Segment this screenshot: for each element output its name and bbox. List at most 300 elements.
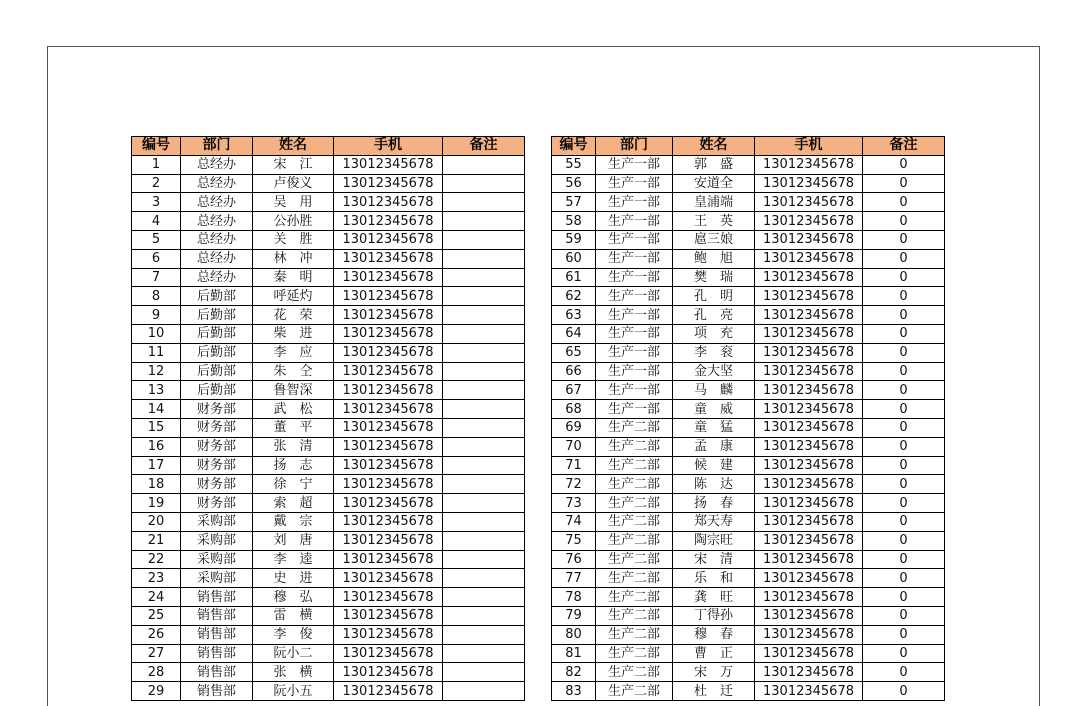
cell-note[interactable] [443,569,525,588]
cell-name[interactable]: 扬 志 [253,456,334,475]
cell-dept[interactable]: 后勤部 [181,306,253,325]
cell-phone[interactable]: 13012345678 [755,550,863,569]
cell-phone[interactable]: 13012345678 [755,212,863,231]
cell-dept[interactable]: 生产一部 [596,287,673,306]
cell-note[interactable] [443,249,525,268]
cell-name[interactable]: 阮小五 [253,682,334,701]
cell-phone[interactable]: 13012345678 [334,306,443,325]
cell-phone[interactable]: 13012345678 [334,268,443,287]
header-id[interactable]: 编号 [132,137,181,156]
cell-name[interactable]: 戴 宗 [253,512,334,531]
cell-note[interactable]: 0 [863,437,945,456]
cell-phone[interactable]: 13012345678 [755,174,863,193]
cell-id[interactable]: 16 [132,437,181,456]
cell-dept[interactable]: 生产二部 [596,663,673,682]
cell-dept[interactable]: 销售部 [181,682,253,701]
cell-note[interactable] [443,212,525,231]
cell-dept[interactable]: 生产二部 [596,588,673,607]
cell-phone[interactable]: 13012345678 [755,588,863,607]
cell-note[interactable]: 0 [863,362,945,381]
header-name[interactable]: 姓名 [253,137,334,156]
cell-phone[interactable]: 13012345678 [334,174,443,193]
cell-phone[interactable]: 13012345678 [334,343,443,362]
cell-id[interactable]: 21 [132,531,181,550]
cell-dept[interactable]: 销售部 [181,588,253,607]
cell-note[interactable] [443,512,525,531]
header-dept[interactable]: 部门 [596,137,673,156]
cell-name[interactable]: 安道全 [673,174,755,193]
cell-name[interactable]: 李 应 [253,343,334,362]
cell-id[interactable]: 7 [132,268,181,287]
cell-note[interactable]: 0 [863,663,945,682]
cell-note[interactable]: 0 [863,230,945,249]
cell-note[interactable] [443,456,525,475]
cell-note[interactable] [443,287,525,306]
cell-id[interactable]: 75 [552,531,596,550]
cell-id[interactable]: 13 [132,381,181,400]
cell-dept[interactable]: 采购部 [181,512,253,531]
cell-note[interactable] [443,418,525,437]
cell-id[interactable]: 76 [552,550,596,569]
cell-phone[interactable]: 13012345678 [334,494,443,513]
cell-id[interactable]: 11 [132,343,181,362]
cell-note[interactable]: 0 [863,475,945,494]
cell-dept[interactable]: 总经办 [181,174,253,193]
cell-name[interactable]: 刘 唐 [253,531,334,550]
cell-phone[interactable]: 13012345678 [334,475,443,494]
cell-name[interactable]: 扈三娘 [673,230,755,249]
cell-note[interactable]: 0 [863,174,945,193]
cell-phone[interactable]: 13012345678 [755,193,863,212]
cell-note[interactable] [443,644,525,663]
cell-name[interactable]: 杜 迁 [673,682,755,701]
cell-name[interactable]: 李 俊 [253,625,334,644]
cell-phone[interactable]: 13012345678 [334,456,443,475]
cell-phone[interactable]: 13012345678 [755,606,863,625]
header-name[interactable]: 姓名 [673,137,755,156]
cell-phone[interactable]: 13012345678 [334,531,443,550]
cell-id[interactable]: 68 [552,400,596,419]
cell-id[interactable]: 67 [552,381,596,400]
cell-id[interactable]: 72 [552,475,596,494]
cell-name[interactable]: 童 猛 [673,418,755,437]
cell-phone[interactable]: 13012345678 [755,682,863,701]
cell-name[interactable]: 关 胜 [253,230,334,249]
cell-note[interactable]: 0 [863,494,945,513]
cell-id[interactable]: 62 [552,287,596,306]
cell-phone[interactable]: 13012345678 [755,306,863,325]
cell-name[interactable]: 金大坚 [673,362,755,381]
cell-note[interactable] [443,494,525,513]
cell-phone[interactable]: 13012345678 [334,249,443,268]
cell-note[interactable]: 0 [863,644,945,663]
cell-name[interactable]: 乐 和 [673,569,755,588]
cell-phone[interactable]: 13012345678 [334,212,443,231]
cell-phone[interactable]: 13012345678 [755,230,863,249]
cell-name[interactable]: 张 横 [253,663,334,682]
cell-id[interactable]: 79 [552,606,596,625]
cell-note[interactable] [443,606,525,625]
cell-dept[interactable]: 生产二部 [596,437,673,456]
cell-id[interactable]: 23 [132,569,181,588]
cell-dept[interactable]: 后勤部 [181,343,253,362]
cell-id[interactable]: 77 [552,569,596,588]
cell-phone[interactable]: 13012345678 [334,625,443,644]
cell-id[interactable]: 3 [132,193,181,212]
cell-phone[interactable]: 13012345678 [334,588,443,607]
cell-phone[interactable]: 13012345678 [755,268,863,287]
cell-dept[interactable]: 生产二部 [596,512,673,531]
cell-dept[interactable]: 采购部 [181,569,253,588]
cell-dept[interactable]: 生产一部 [596,400,673,419]
cell-phone[interactable]: 13012345678 [334,569,443,588]
cell-phone[interactable]: 13012345678 [755,381,863,400]
cell-name[interactable]: 龚 旺 [673,588,755,607]
cell-name[interactable]: 曹 正 [673,644,755,663]
cell-id[interactable]: 29 [132,682,181,701]
cell-phone[interactable]: 13012345678 [755,418,863,437]
cell-name[interactable]: 雷 横 [253,606,334,625]
cell-note[interactable] [443,550,525,569]
header-phone[interactable]: 手机 [334,137,443,156]
cell-id[interactable]: 64 [552,324,596,343]
cell-name[interactable]: 鲁智深 [253,381,334,400]
cell-note[interactable] [443,625,525,644]
cell-phone[interactable]: 13012345678 [334,550,443,569]
cell-id[interactable]: 58 [552,212,596,231]
cell-id[interactable]: 15 [132,418,181,437]
cell-note[interactable] [443,663,525,682]
cell-phone[interactable]: 13012345678 [755,475,863,494]
cell-name[interactable]: 公孙胜 [253,212,334,231]
cell-id[interactable]: 63 [552,306,596,325]
cell-phone[interactable]: 13012345678 [334,606,443,625]
cell-name[interactable]: 孔 明 [673,287,755,306]
cell-name[interactable]: 陈 达 [673,475,755,494]
cell-note[interactable]: 0 [863,682,945,701]
cell-note[interactable]: 0 [863,418,945,437]
cell-dept[interactable]: 生产二部 [596,418,673,437]
cell-name[interactable]: 呼延灼 [253,287,334,306]
cell-phone[interactable]: 13012345678 [334,324,443,343]
cell-id[interactable]: 69 [552,418,596,437]
cell-note[interactable]: 0 [863,249,945,268]
cell-note[interactable]: 0 [863,606,945,625]
cell-phone[interactable]: 13012345678 [755,512,863,531]
cell-name[interactable]: 穆 春 [673,625,755,644]
cell-note[interactable]: 0 [863,193,945,212]
cell-dept[interactable]: 后勤部 [181,381,253,400]
cell-phone[interactable]: 13012345678 [755,249,863,268]
cell-id[interactable]: 17 [132,456,181,475]
cell-dept[interactable]: 生产一部 [596,362,673,381]
cell-id[interactable]: 78 [552,588,596,607]
cell-dept[interactable]: 销售部 [181,644,253,663]
cell-phone[interactable]: 13012345678 [334,512,443,531]
cell-dept[interactable]: 总经办 [181,268,253,287]
cell-name[interactable]: 柴 进 [253,324,334,343]
cell-dept[interactable]: 财务部 [181,456,253,475]
cell-id[interactable]: 2 [132,174,181,193]
cell-note[interactable] [443,174,525,193]
cell-note[interactable] [443,475,525,494]
cell-note[interactable]: 0 [863,588,945,607]
cell-name[interactable]: 李 逵 [253,550,334,569]
cell-phone[interactable]: 13012345678 [755,494,863,513]
cell-note[interactable]: 0 [863,625,945,644]
cell-note[interactable]: 0 [863,400,945,419]
cell-dept[interactable]: 生产一部 [596,155,673,174]
cell-note[interactable] [443,682,525,701]
cell-dept[interactable]: 后勤部 [181,324,253,343]
cell-phone[interactable]: 13012345678 [334,155,443,174]
cell-name[interactable]: 王 英 [673,212,755,231]
cell-name[interactable]: 朱 仝 [253,362,334,381]
cell-name[interactable]: 花 荣 [253,306,334,325]
cell-id[interactable]: 26 [132,625,181,644]
cell-phone[interactable]: 13012345678 [755,569,863,588]
cell-name[interactable]: 马 麟 [673,381,755,400]
cell-id[interactable]: 27 [132,644,181,663]
cell-name[interactable]: 陶宗旺 [673,531,755,550]
cell-dept[interactable]: 销售部 [181,663,253,682]
cell-phone[interactable]: 13012345678 [755,663,863,682]
cell-phone[interactable]: 13012345678 [755,155,863,174]
cell-id[interactable]: 12 [132,362,181,381]
cell-dept[interactable]: 生产二部 [596,625,673,644]
cell-id[interactable]: 56 [552,174,596,193]
cell-note[interactable] [443,437,525,456]
cell-phone[interactable]: 13012345678 [334,437,443,456]
cell-dept[interactable]: 生产一部 [596,324,673,343]
cell-dept[interactable]: 财务部 [181,418,253,437]
cell-id[interactable]: 57 [552,193,596,212]
cell-phone[interactable]: 13012345678 [755,437,863,456]
cell-name[interactable]: 张 清 [253,437,334,456]
cell-phone[interactable]: 13012345678 [334,682,443,701]
cell-name[interactable]: 武 松 [253,400,334,419]
cell-note[interactable]: 0 [863,268,945,287]
header-note[interactable]: 备注 [863,137,945,156]
cell-dept[interactable]: 生产一部 [596,381,673,400]
cell-dept[interactable]: 销售部 [181,606,253,625]
cell-dept[interactable]: 财务部 [181,437,253,456]
cell-phone[interactable]: 13012345678 [334,362,443,381]
cell-note[interactable] [443,268,525,287]
cell-id[interactable]: 66 [552,362,596,381]
cell-dept[interactable]: 采购部 [181,531,253,550]
cell-phone[interactable]: 13012345678 [334,287,443,306]
cell-note[interactable]: 0 [863,287,945,306]
cell-phone[interactable]: 13012345678 [334,193,443,212]
cell-phone[interactable]: 13012345678 [334,663,443,682]
cell-note[interactable]: 0 [863,531,945,550]
cell-dept[interactable]: 生产一部 [596,193,673,212]
cell-phone[interactable]: 13012345678 [334,381,443,400]
cell-note[interactable]: 0 [863,212,945,231]
cell-name[interactable]: 候 建 [673,456,755,475]
cell-id[interactable]: 60 [552,249,596,268]
cell-note[interactable] [443,306,525,325]
cell-name[interactable]: 宋 清 [673,550,755,569]
cell-id[interactable]: 6 [132,249,181,268]
cell-phone[interactable]: 13012345678 [755,456,863,475]
cell-phone[interactable]: 13012345678 [755,343,863,362]
cell-dept[interactable]: 财务部 [181,494,253,513]
cell-phone[interactable]: 13012345678 [755,362,863,381]
cell-note[interactable] [443,531,525,550]
cell-dept[interactable]: 采购部 [181,550,253,569]
cell-id[interactable]: 55 [552,155,596,174]
cell-note[interactable]: 0 [863,512,945,531]
cell-dept[interactable]: 生产二部 [596,644,673,663]
cell-id[interactable]: 71 [552,456,596,475]
cell-dept[interactable]: 后勤部 [181,362,253,381]
cell-name[interactable]: 卢俊义 [253,174,334,193]
cell-phone[interactable]: 13012345678 [755,644,863,663]
cell-note[interactable]: 0 [863,324,945,343]
cell-name[interactable]: 皇浦端 [673,193,755,212]
cell-dept[interactable]: 财务部 [181,475,253,494]
cell-id[interactable]: 28 [132,663,181,682]
cell-dept[interactable]: 生产一部 [596,230,673,249]
cell-dept[interactable]: 生产二部 [596,569,673,588]
cell-id[interactable]: 25 [132,606,181,625]
cell-dept[interactable]: 生产二部 [596,531,673,550]
cell-id[interactable]: 14 [132,400,181,419]
cell-name[interactable]: 史 进 [253,569,334,588]
header-dept[interactable]: 部门 [181,137,253,156]
cell-name[interactable]: 宋 江 [253,155,334,174]
cell-dept[interactable]: 总经办 [181,193,253,212]
cell-dept[interactable]: 生产一部 [596,306,673,325]
cell-note[interactable]: 0 [863,155,945,174]
cell-phone[interactable]: 13012345678 [755,400,863,419]
cell-id[interactable]: 82 [552,663,596,682]
cell-name[interactable]: 丁得孙 [673,606,755,625]
cell-name[interactable]: 项 充 [673,324,755,343]
cell-name[interactable]: 扬 春 [673,494,755,513]
cell-id[interactable]: 20 [132,512,181,531]
cell-phone[interactable]: 13012345678 [334,230,443,249]
cell-dept[interactable]: 总经办 [181,230,253,249]
cell-dept[interactable]: 生产一部 [596,249,673,268]
cell-name[interactable]: 宋 万 [673,663,755,682]
cell-dept[interactable]: 总经办 [181,155,253,174]
cell-note[interactable]: 0 [863,381,945,400]
cell-note[interactable]: 0 [863,306,945,325]
cell-id[interactable]: 22 [132,550,181,569]
cell-id[interactable]: 4 [132,212,181,231]
cell-dept[interactable]: 生产一部 [596,212,673,231]
cell-note[interactable] [443,324,525,343]
cell-note[interactable] [443,588,525,607]
cell-dept[interactable]: 生产一部 [596,268,673,287]
cell-note[interactable] [443,400,525,419]
cell-name[interactable]: 郭 盛 [673,155,755,174]
cell-id[interactable]: 9 [132,306,181,325]
cell-dept[interactable]: 生产二部 [596,606,673,625]
cell-name[interactable]: 秦 明 [253,268,334,287]
cell-name[interactable]: 郑天寿 [673,512,755,531]
cell-name[interactable]: 吴 用 [253,193,334,212]
cell-id[interactable]: 10 [132,324,181,343]
cell-dept[interactable]: 生产二部 [596,494,673,513]
cell-id[interactable]: 19 [132,494,181,513]
cell-phone[interactable]: 13012345678 [755,324,863,343]
cell-id[interactable]: 61 [552,268,596,287]
cell-dept[interactable]: 生产二部 [596,475,673,494]
cell-dept[interactable]: 生产二部 [596,456,673,475]
cell-name[interactable]: 阮小二 [253,644,334,663]
cell-id[interactable]: 5 [132,230,181,249]
cell-dept[interactable]: 生产一部 [596,174,673,193]
cell-dept[interactable]: 总经办 [181,212,253,231]
cell-id[interactable]: 74 [552,512,596,531]
cell-phone[interactable]: 13012345678 [755,287,863,306]
cell-note[interactable]: 0 [863,343,945,362]
cell-phone[interactable]: 13012345678 [755,531,863,550]
cell-dept[interactable]: 财务部 [181,400,253,419]
cell-note[interactable] [443,343,525,362]
cell-id[interactable]: 24 [132,588,181,607]
cell-note[interactable] [443,381,525,400]
cell-id[interactable]: 73 [552,494,596,513]
cell-note[interactable] [443,193,525,212]
cell-note[interactable]: 0 [863,550,945,569]
cell-id[interactable]: 1 [132,155,181,174]
cell-name[interactable]: 鲍 旭 [673,249,755,268]
header-phone[interactable]: 手机 [755,137,863,156]
cell-name[interactable]: 索 超 [253,494,334,513]
cell-name[interactable]: 童 威 [673,400,755,419]
cell-id[interactable]: 65 [552,343,596,362]
cell-name[interactable]: 穆 弘 [253,588,334,607]
cell-dept[interactable]: 后勤部 [181,287,253,306]
cell-name[interactable]: 董 平 [253,418,334,437]
cell-phone[interactable]: 13012345678 [755,625,863,644]
cell-note[interactable]: 0 [863,456,945,475]
header-id[interactable]: 编号 [552,137,596,156]
cell-note[interactable] [443,230,525,249]
cell-phone[interactable]: 13012345678 [334,644,443,663]
cell-dept[interactable]: 生产二部 [596,550,673,569]
cell-note[interactable] [443,155,525,174]
cell-note[interactable] [443,362,525,381]
cell-id[interactable]: 18 [132,475,181,494]
cell-note[interactable]: 0 [863,569,945,588]
cell-dept[interactable]: 销售部 [181,625,253,644]
cell-name[interactable]: 李 衮 [673,343,755,362]
cell-id[interactable]: 59 [552,230,596,249]
cell-id[interactable]: 70 [552,437,596,456]
cell-name[interactable]: 林 冲 [253,249,334,268]
header-note[interactable]: 备注 [443,137,525,156]
cell-name[interactable]: 樊 瑞 [673,268,755,287]
cell-phone[interactable]: 13012345678 [334,418,443,437]
cell-id[interactable]: 8 [132,287,181,306]
cell-id[interactable]: 83 [552,682,596,701]
cell-id[interactable]: 81 [552,644,596,663]
cell-dept[interactable]: 总经办 [181,249,253,268]
cell-id[interactable]: 80 [552,625,596,644]
cell-name[interactable]: 孔 亮 [673,306,755,325]
cell-name[interactable]: 徐 宁 [253,475,334,494]
cell-name[interactable]: 孟 康 [673,437,755,456]
cell-phone[interactable]: 13012345678 [334,400,443,419]
cell-dept[interactable]: 生产二部 [596,682,673,701]
cell-dept[interactable]: 生产一部 [596,343,673,362]
